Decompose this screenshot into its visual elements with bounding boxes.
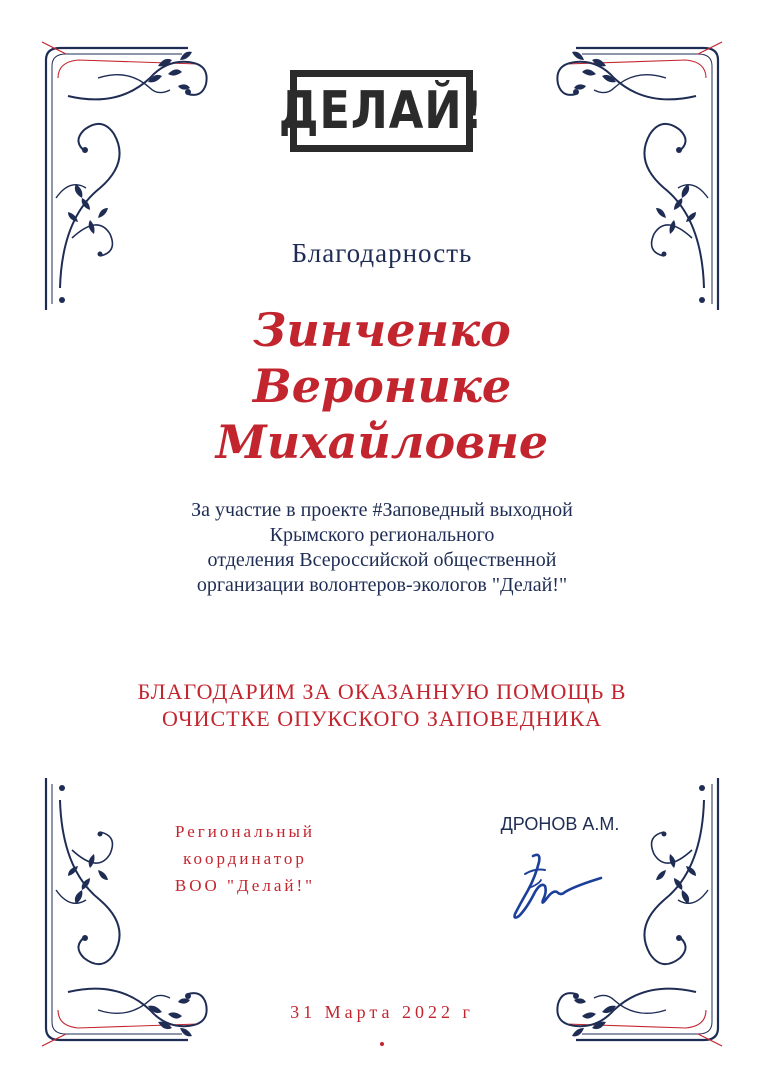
description-line: За участие в проекте #Заповедный выходной [191, 499, 573, 521]
description-line: организации волонтеров-экологов "Делай!" [196, 574, 568, 596]
thanks-message [90, 678, 674, 732]
ornament-corner-icon [526, 38, 726, 318]
thanks-line: ОЧИСТКЕ ОПУКСКОГО ЗАПОВЕДНИКА [161, 706, 603, 731]
description-line: Крымского регионального [269, 524, 495, 546]
signer-role [140, 818, 350, 899]
logo-text: ДЕЛАЙ! [278, 81, 485, 141]
certificate-title: Благодарность [291, 238, 473, 268]
recipient-first-name: Веронике [252, 359, 512, 413]
recipient-name [0, 302, 764, 470]
role-line: ВОО "Делай!" [174, 876, 316, 895]
recipient-patronymic: Михайловне [215, 415, 549, 469]
organization-logo [278, 70, 485, 152]
certificate-date: 31 Марта 2022 г [290, 1002, 474, 1022]
signature-icon [505, 848, 615, 928]
ornament-corner-icon [38, 38, 238, 318]
role-line: координатор [183, 849, 307, 868]
role-line: Региональный [175, 822, 315, 841]
certificate-description [110, 498, 654, 598]
description-line: отделения Всероссийской общественной [207, 549, 557, 571]
thanks-line: БЛАГОДАРИМ ЗА ОКАЗАННУЮ ПОМОЩЬ В [137, 679, 627, 704]
signer-name: ДРОНОВ А.М. [500, 814, 620, 834]
decorative-dot [380, 1042, 384, 1046]
recipient-surname: Зинченко [253, 303, 511, 357]
